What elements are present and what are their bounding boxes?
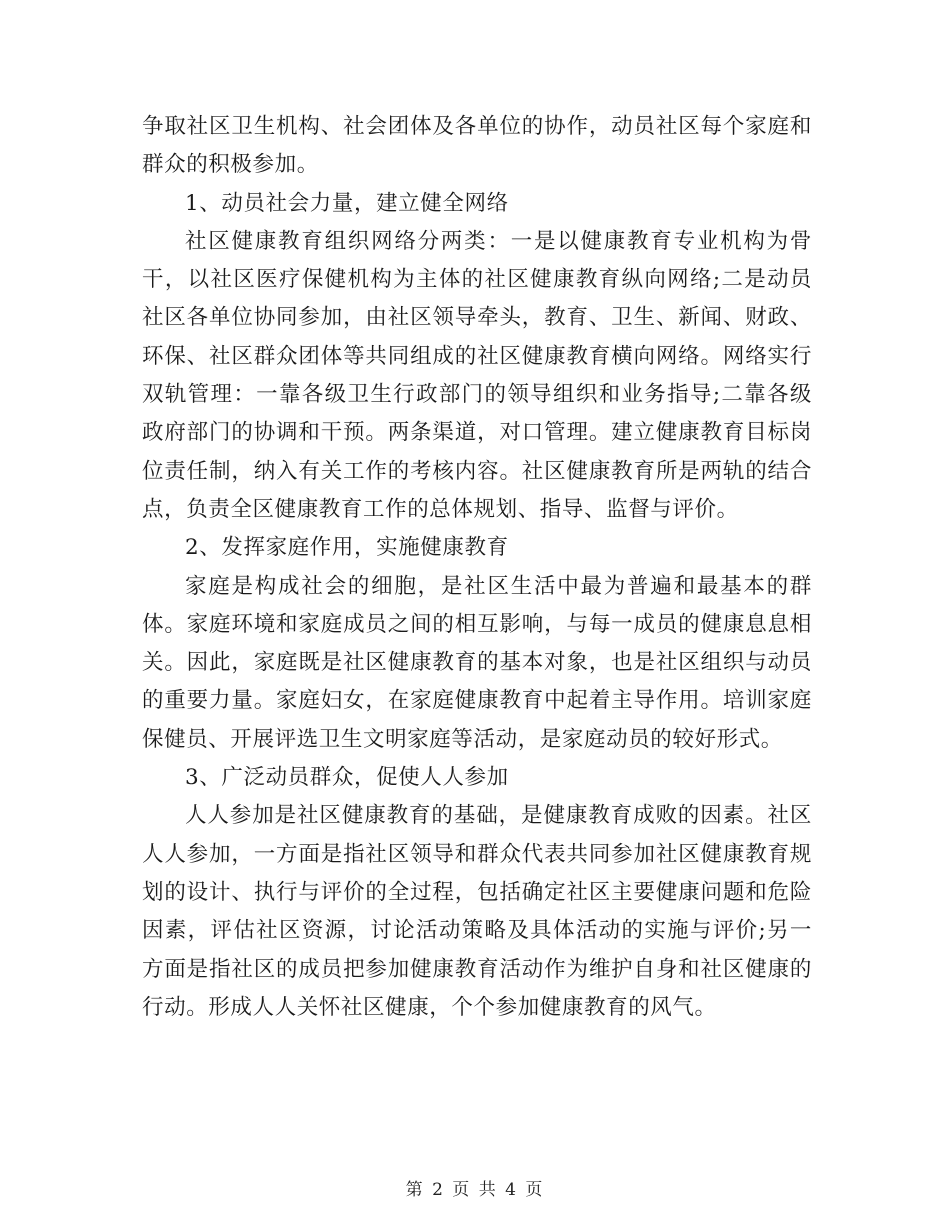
- paragraph: 家庭是构成社会的细胞，是社区生活中最为普遍和最基本的群体。家庭环境和家庭成员之间的相互影响，与每一成员的健康息息相关。因此，家庭既是社区健康教育的基本对象，也是社区组织与动员的重要力量。家庭妇女，在家庭健康教育中起着主导作用。培训家庭保健员、开展评选卫生文明家庭等活动，是家庭动员的较好形式。: [142, 573, 812, 752]
- document-body: [142, 108, 812, 1027]
- page-footer: 第 2 页 共 4 页: [405, 1180, 545, 1200]
- section-heading: 1、动员社会力量，建立健全网络: [185, 190, 509, 216]
- paragraph: 人人参加是社区健康教育的基础，是健康教育成败的因素。社区人人参加，一方面是指社区领导和群众代表共同参加社区健康教育规划的设计、执行与评价的全过程，包括确定社区主要健康问题和危险因素，评估社区资源，讨论活动策略及具体活动的实施与评价;另一方面是指社区的成员把参加健康教育活动作为维护自身和社区健康的行动。形成人人关怀社区健康，个个参加健康教育的风气。: [142, 803, 812, 1020]
- section-heading: 2、发挥家庭作用，实施健康教育: [185, 535, 509, 561]
- paragraph: 争取社区卫生机构、社会团体及各单位的协作，动员社区每个家庭和群众的积极参加。: [142, 114, 812, 178]
- section-heading: 3、广泛动员群众，促使人人参加: [185, 765, 509, 791]
- paragraph: 社区健康教育组织网络分两类：一是以健康教育专业机构为骨干，以社区医疗保健机构为主体的社区健康教育纵向网络;二是动员社区各单位协同参加，由社区领导牵头，教育、卫生、新闻、财政、环保、社区群众团体等共同组成的社区健康教育横向网络。网络实行双轨管理：一靠各级卫生行政部门的领导组织和业务指导;二靠各级政府部门的协调和干预。两条渠道，对口管理。建立健康教育目标岗位责任制，纳入有关工作的考核内容。社区健康教育所是两轨的结合点，负责全区健康教育工作的总体规划、指导、监督与评价。: [142, 228, 812, 522]
